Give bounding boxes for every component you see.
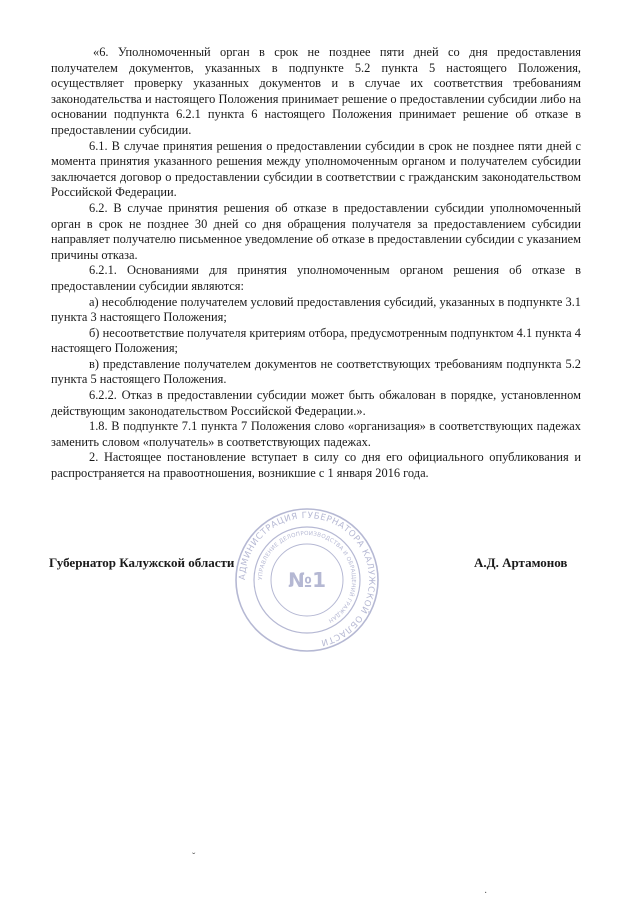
paragraph-1-8: 1.8. В подпункте 7.1 пункта 7 Положения слово «организация» в соответствующих падежах заменить словом «получатель» в соответствующих падежах. bbox=[51, 419, 581, 449]
list-item-b: б) несоответствие получателя критериям отбора, предусмотренным подпунктом 4.1 пункта 4 настоящего Положения; bbox=[51, 325, 581, 356]
seal-inner-text: УПРАВЛЕНИЕ ДЕЛОПРОИЗВОДСТВА И ОБРАЩЕНИЙ ГРАЖДАН bbox=[257, 530, 357, 624]
paragraph-6-2: 6.2. В случае принятия решения об отказе в предоставлении субсидии уполномоченный орган в срок не позднее 30 дней со дня обращения получателя за предоставлением субсидии направляет получателю письменное уведомление об отказе в предоставлении субсидии с указанием причины отказа. bbox=[51, 200, 581, 262]
list-item-a: а) несоблюдение получателем условий предоставления субсидий, указанных в подпункте 3.1 пункта 3 настоящего Положения; bbox=[51, 294, 581, 325]
paragraph-6: «6. Уполномоченный орган в срок не позднее пяти дней со дня предоставления получателем документов, указанных в подпункте 5.2 пункта 5 настоящего Положения, осуществляет проверку указанных документов и в случае их соответствия требованиям законодательства и настоящего Положения принимает решение о предоставлении субсидии либо на основании подпункта 6.2.1 пункта 6 настоящего Положения принимает решение об отказе в предоставлении субсидии. bbox=[51, 45, 581, 137]
paragraph-6-1: 6.1. В случае принятия решения о предоставлении субсидии в срок не позднее пяти дней с момента принятия указанного решения между уполномоченным органом и получателем субсидии заключается договор о предоставлении субсидии в соответствии с гражданским законодательством Российской Федерации. bbox=[51, 138, 581, 200]
paragraph-6-2-1: 6.2.1. Основаниями для принятия уполномоченным органом решения об отказе в предоставлении субсидии являются: bbox=[51, 263, 581, 293]
stray-mark: ˇ bbox=[192, 852, 196, 863]
paragraph-6-2-2: 6.2.2. Отказ в предоставлении субсидии может быть обжалован в порядке, установленном действующим законодательством Российской Федерации.». bbox=[51, 388, 581, 418]
document-body bbox=[51, 45, 581, 482]
official-seal bbox=[232, 505, 382, 655]
list-item-v: в) представление получателем документов не соответствующих требованиям подпункта 5.2 пункта 5 настоящего Положения. bbox=[51, 356, 581, 387]
signatory-title: Губернатор Калужской области bbox=[49, 555, 235, 570]
paragraph-2: 2. Настоящее постановление вступает в силу со дня его официального опубликования и распространяется на правоотношения, возникшие с 1 января 2016 года. bbox=[51, 450, 581, 481]
seal-number: №1 bbox=[288, 568, 326, 592]
seal-outer-text: АДМИНИСТРАЦИЯ ГУБЕРНАТОРА КАЛУЖСКОЙ ОБЛАСТИ bbox=[237, 510, 377, 648]
signatory-name: А.Д. Артамонов bbox=[474, 555, 568, 570]
stray-dot: · bbox=[484, 888, 488, 899]
